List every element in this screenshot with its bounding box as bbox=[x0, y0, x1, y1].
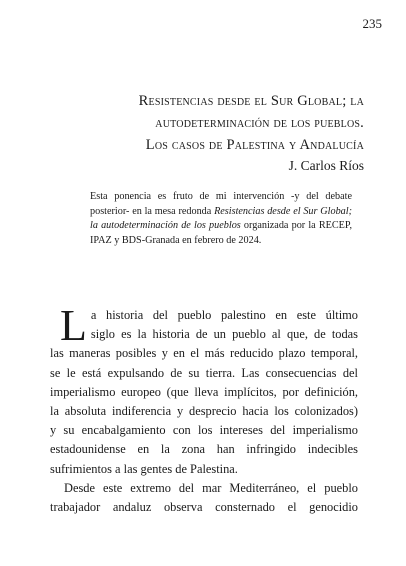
body-line: siglo es la historia de un pueblo al que, de todas bbox=[90, 327, 358, 342]
author-name: J. Carlos Ríos bbox=[288, 158, 364, 173]
chapter-title-line-2: autodeterminación de los pueblos. bbox=[155, 115, 364, 131]
body-line: la absoluta indiferencia y desprecio hacia los colonizados) bbox=[50, 404, 358, 419]
body-line: estadounidense en la zona han infringido indecibles bbox=[50, 442, 358, 457]
body-line: imperialismo europeo (que lleva implícitos, por definición, bbox=[50, 384, 358, 399]
introductory-note bbox=[90, 190, 352, 248]
chapter-title-line-1: Resistencias desde el Sur Global; la bbox=[138, 93, 364, 109]
body-line: sufrimientos a las gentes de Palestina. bbox=[50, 461, 238, 476]
drop-cap: L bbox=[60, 301, 87, 350]
chapter-title-line-3: Los casos de Palestina y Andalucía bbox=[145, 137, 364, 153]
body-line: se le está expulsando de su tierra. Las consecuencias del bbox=[50, 365, 358, 380]
paragraph-1 bbox=[50, 301, 358, 479]
body-line: a historia del pueblo palestino en este último bbox=[90, 308, 358, 322]
body-line: y su encabalgamiento con los intereses del imperialismo bbox=[50, 423, 358, 438]
paragraph-2 bbox=[50, 479, 358, 517]
body-text bbox=[50, 301, 358, 517]
body-line: las maneras posibles y en el más reducido plazo temporal, bbox=[50, 346, 358, 361]
note-italic-title: Resistencias desde el Sur Global; la autodeterminación de los pueblos bbox=[90, 205, 352, 232]
note-text-end: organizada por la RECEP, IPAZ y BDS-Granada en febrero de 2024. bbox=[90, 220, 352, 246]
note-text-start: Esta ponencia es fruto de mi intervención -y del debate posterior- en la mesa redonda bbox=[90, 191, 352, 217]
page-number: 235 bbox=[362, 16, 382, 31]
body-line: Desde este extremo del mar Mediterráneo, el pueblo bbox=[64, 480, 358, 495]
chapter-title-block bbox=[64, 90, 364, 176]
body-line: trabajador andaluz observa consternado el genocidio bbox=[50, 500, 358, 515]
